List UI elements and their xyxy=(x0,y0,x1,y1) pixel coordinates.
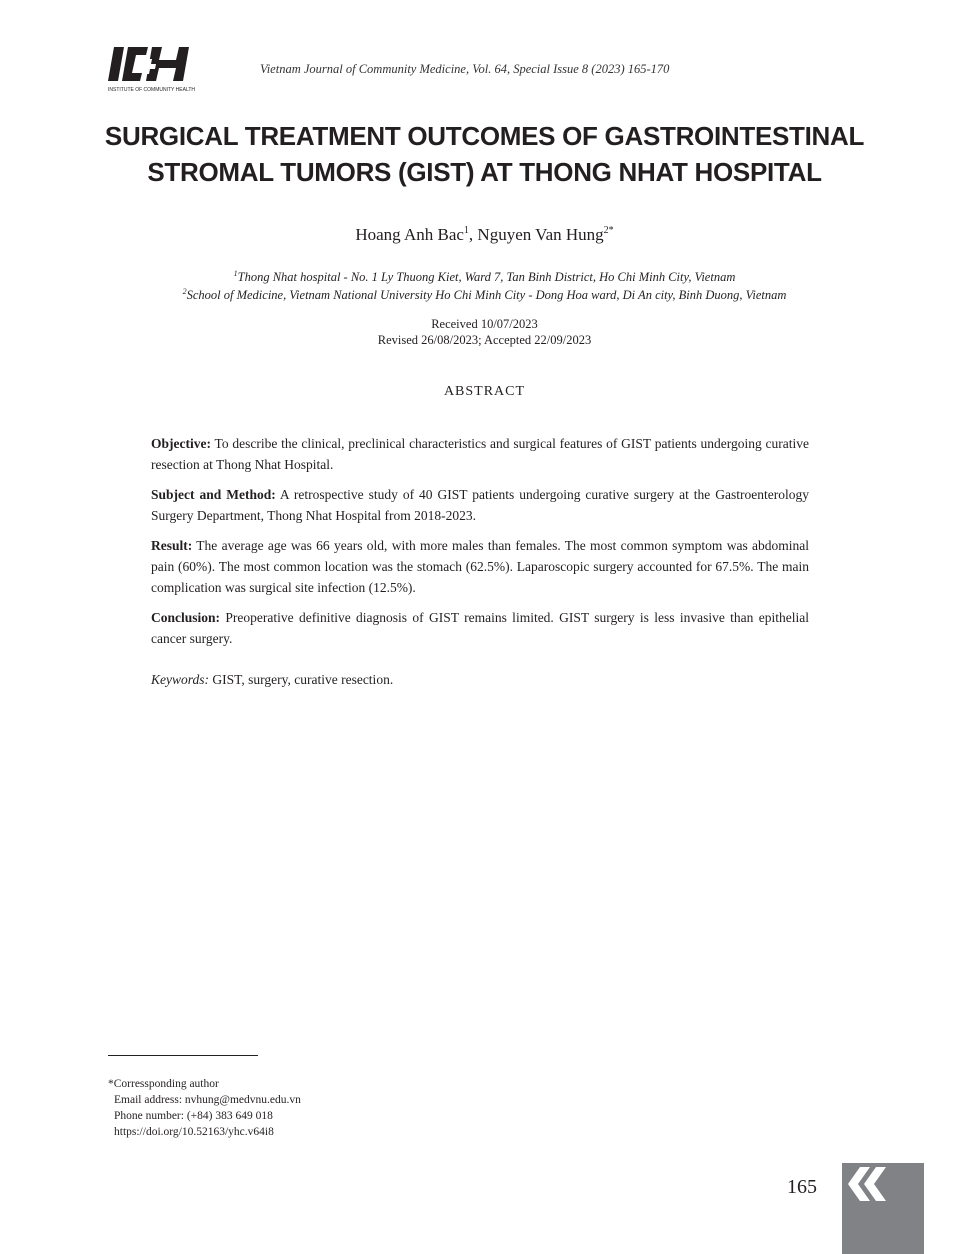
author-list xyxy=(0,225,969,245)
footnote-divider xyxy=(108,1055,258,1056)
author-2: Nguyen Van Hung xyxy=(477,225,604,244)
paper-title xyxy=(60,118,909,190)
affiliation-1: $^1$Thong Nhat hospital - No. 1 Ly Thuong Kiet, Ward 7, Tan Binh District, Ho Chi Minh City, Vietnam xyxy=(233,269,736,284)
submission-dates xyxy=(0,316,969,348)
svg-text:INSTITUTE OF COMMUNITY HEALTH: INSTITUTE OF COMMUNITY HEALTH xyxy=(108,87,196,93)
email-address: Email address: nvhung@medvnu.edu.vn xyxy=(114,1094,301,1106)
phone-number: Phone number: (+84) 383 649 018 xyxy=(114,1110,273,1122)
corresponding-author-label: *Corressponding author xyxy=(108,1078,219,1090)
affiliations xyxy=(60,268,909,304)
abstract-objective: Objective: To describe the clinical, preclinical characteristics and surgical features of GIST patients undergoing curative resection at Thong Nhat Hospital. xyxy=(151,436,809,472)
journal-citation: Vietnam Journal of Community Medicine, Vol. 64, Special Issue 8 (2023) 165-170 xyxy=(260,62,670,76)
affiliation-2: $^2$School of Medicine, Vietnam National University Ho Chi Minh City - Dong Hoa ward, Di An city, Binh Duong, Vietnam xyxy=(182,287,787,302)
page-number: 165 xyxy=(787,1176,817,1198)
abstract-method: Subject and Method: A retrospective study of 40 GIST patients undergoing curative surgery at the Gastroenterology Surgery Department, Thong Nhat Hospital from 2018-2023. xyxy=(151,487,809,523)
abstract-heading: ABSTRACT xyxy=(443,384,526,399)
title-line-2: STROMAL TUMORS (GIST) AT THONG NHAT HOSPITAL xyxy=(147,157,822,187)
double-chevron-left-icon xyxy=(846,1167,896,1201)
revised-accepted-date: Revised 26/08/2023; Accepted 22/09/2023 xyxy=(377,333,592,347)
author-separator: , xyxy=(468,225,478,244)
abstract-keywords: Keywords: GIST, surgery, curative resection. xyxy=(151,672,394,687)
author-2-affiliation-mark: 2* xyxy=(603,225,614,236)
doi-link[interactable]: https://doi.org/10.52163/yhc.v64i8 xyxy=(114,1126,274,1138)
received-date: Received 10/07/2023 xyxy=(431,317,538,331)
journal-logo xyxy=(108,45,196,93)
title-line-1: SURGICAL TREATMENT OUTCOMES OF GASTROINTESTINAL xyxy=(104,121,865,151)
abstract-body xyxy=(151,433,809,699)
abstract-conclusion: Conclusion: Preoperative definitive diagnosis of GIST remains limited. GIST surgery is less invasive than epithelial cancer surgery. xyxy=(151,610,809,646)
ich-logo-icon xyxy=(108,45,196,93)
page-tab xyxy=(842,1163,924,1254)
author-1-affiliation-mark: 1 xyxy=(463,225,469,236)
abstract-result: Result: The average age was 66 years old, with more males than females. The most common symptom was abdominal pain (60%). The most common location was the stomach (62.5%). Laparoscopic surgery accounted for 67.5%. The main complication was surgical site infection (12.5%). xyxy=(151,538,809,595)
footnote xyxy=(108,1076,301,1140)
author-1: Hoang Anh Bac xyxy=(355,225,464,244)
